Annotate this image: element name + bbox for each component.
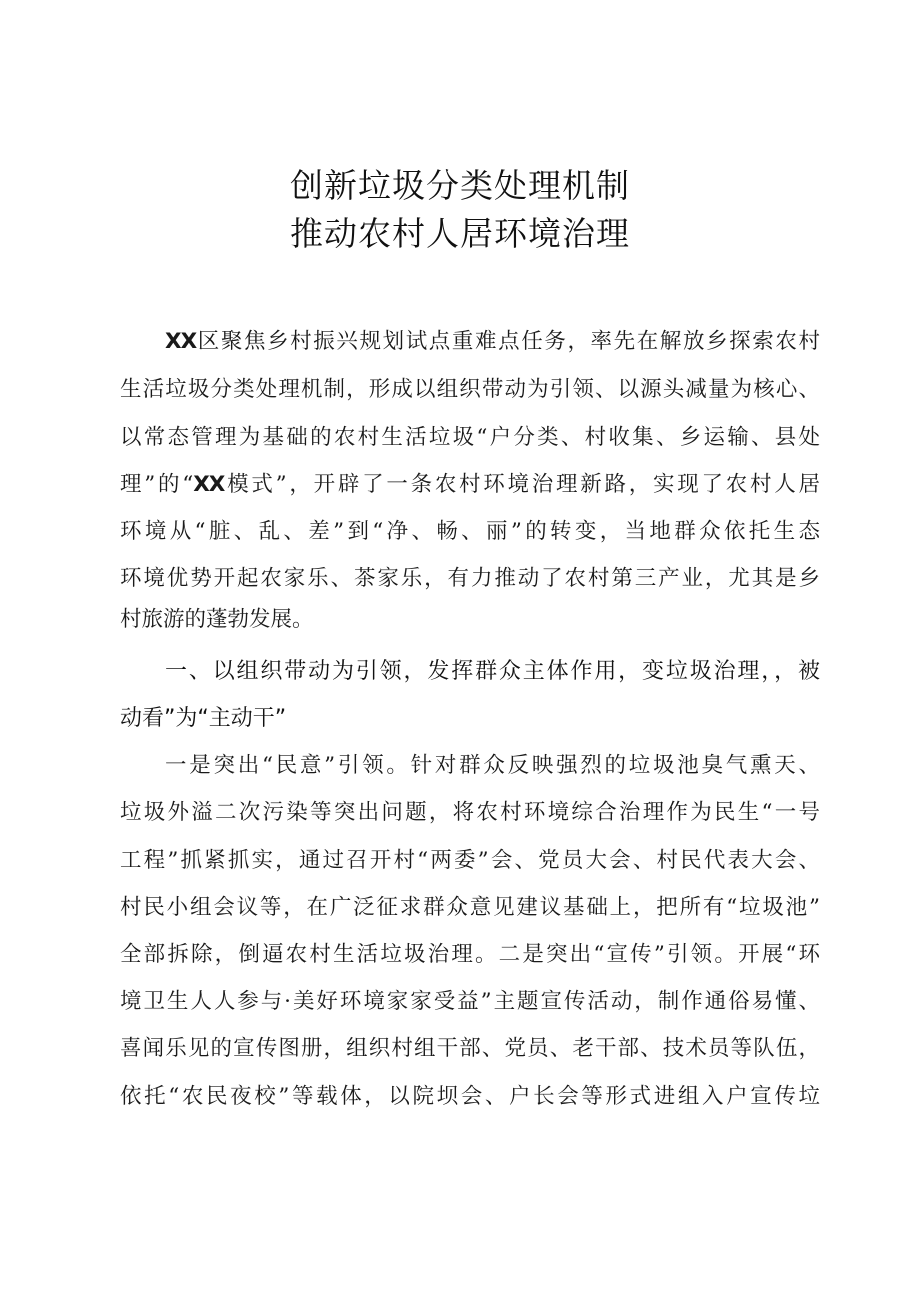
section1-line-8: 依托“农民夜校”等载体，以院坝会、户长会等形式进组入户宣传垃: [120, 1084, 820, 1109]
section1-line-1: 一是突出“民意”引领。针对群众反映强烈的垃圾池臭气熏天、: [165, 753, 820, 778]
section1-line-4: 村民小组会议等，在广泛征求群众意见建议基础上，把所有“垃圾池”: [120, 895, 820, 920]
intro-line-7: 村旅游的蓬勃发展。: [120, 607, 314, 632]
intro-line-1-text: 区聚焦乡村振兴规划试点重难点任务，率先在解放乡探索农村: [196, 329, 820, 354]
section1-line-6: 境卫生人人参与·美好环境家家受益”主题宣传活动，制作通俗易懂、: [120, 989, 820, 1014]
document-title-line2: 推动农村人居环境治理: [290, 214, 630, 253]
intro-lead-xx: XX: [165, 329, 197, 354]
intro-line-6: 环境优势开起农家乐、茶家乐，有力推动了农村第三产业，尤其是乡: [120, 566, 820, 591]
intro-line-4: [120, 469, 820, 501]
intro-line-4-text-b: 模式”，开辟了一条农村环境治理新路，实现了农村人居: [224, 472, 820, 497]
document-title-line1: 创新垃圾分类处理机制: [290, 166, 630, 205]
section1-line-5: 全部拆除，倒逼农村生活垃圾治理。二是突出“宣传”引领。开展“环: [120, 942, 820, 967]
section1-heading-line1: 一、以组织带动为引领，发挥群众主体作用，变垃圾治理，，被: [165, 659, 820, 684]
intro-line-2: 生活垃圾分类处理机制，形成以组织带动为引领、以源头减量为核心、: [120, 377, 820, 402]
section1-line-3: 工程”抓紧抓实，通过召开村“两委”会、党员大会、村民代表大会、: [120, 848, 820, 873]
intro-line-1: [165, 326, 820, 358]
intro-line-5: 环境从“脏、乱、差”到“净、畅、丽”的转变，当地群众依托生态: [120, 519, 820, 544]
intro-line-4-text-a: 理”的“: [120, 472, 194, 497]
section1-line-2: 垃圾外溢二次污染等突出问题，将农村环境综合治理作为民生“一号: [120, 800, 820, 825]
section1-heading-line2: 动看”为“主动干”: [120, 706, 287, 731]
intro-model-xx: XX: [193, 472, 225, 497]
intro-line-3: 以常态管理为基础的农村生活垃圾“户分类、村收集、乡运输、县处: [120, 425, 820, 450]
section1-line-7: 喜闻乐见的宣传图册，组织村组干部、党员、老干部、技术员等队伍，: [120, 1036, 820, 1061]
